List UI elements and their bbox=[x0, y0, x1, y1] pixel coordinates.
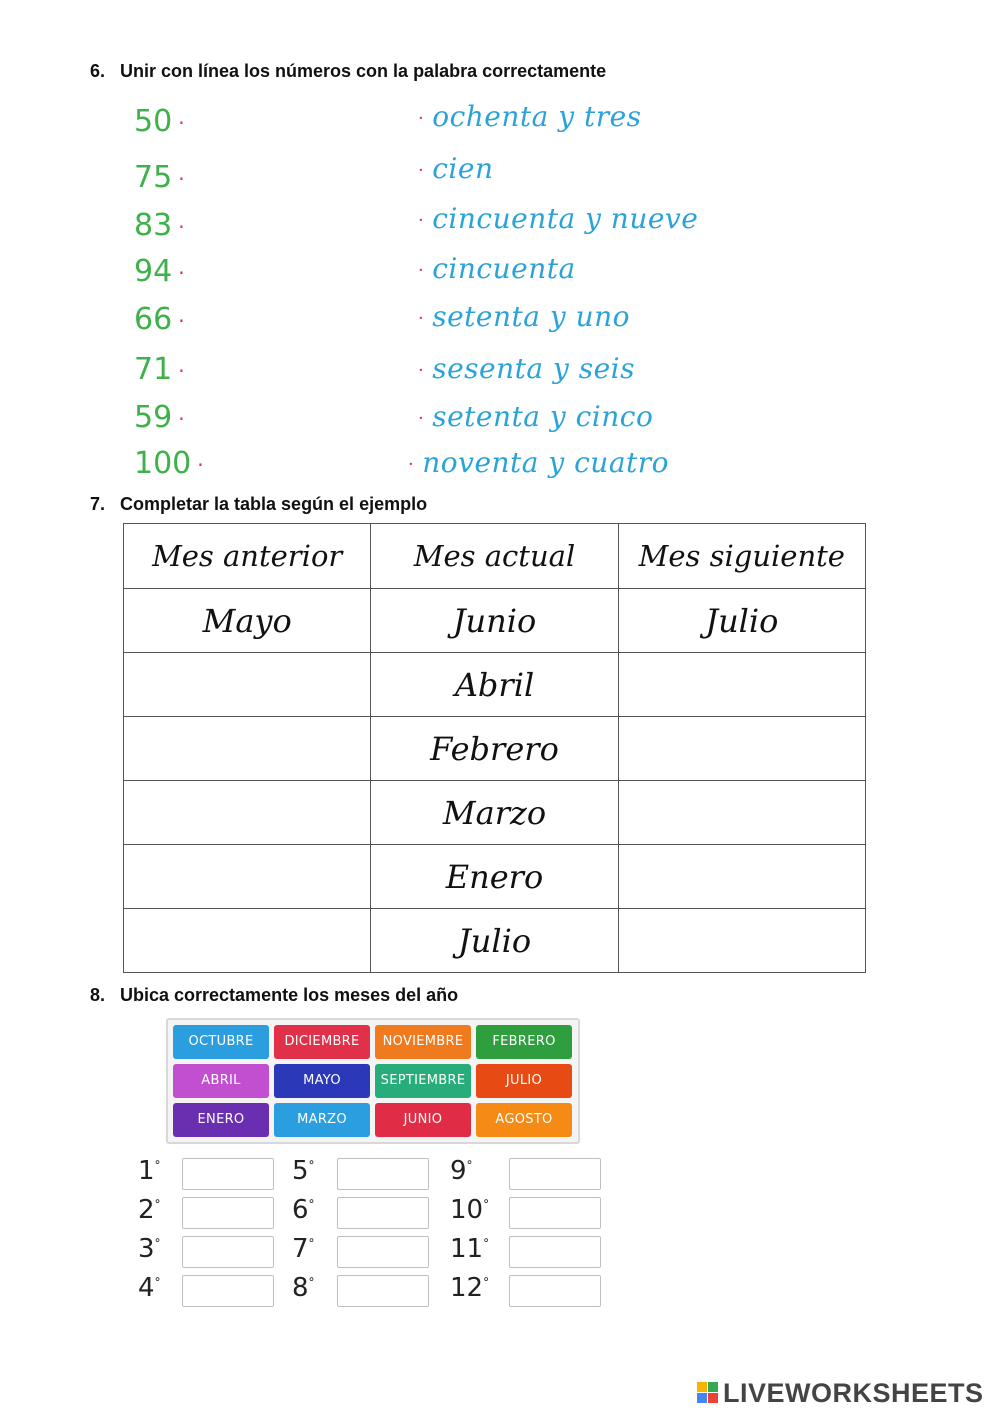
previous-month-input[interactable] bbox=[124, 781, 371, 845]
month-tile[interactable]: AGOSTO bbox=[476, 1103, 572, 1137]
table-row bbox=[124, 717, 866, 781]
month-tile[interactable]: SEPTIEMBRE bbox=[375, 1064, 471, 1098]
connector-dot[interactable]: · bbox=[418, 260, 425, 281]
header-next-month: Mes siguiente bbox=[618, 524, 865, 589]
connector-dot[interactable]: · bbox=[178, 214, 185, 239]
ordinal-mark: ° bbox=[308, 1236, 315, 1251]
number-item[interactable] bbox=[134, 160, 185, 195]
number-value: 71 bbox=[134, 352, 173, 387]
connector-dot[interactable]: · bbox=[418, 308, 425, 329]
ordinal-mark: ° bbox=[308, 1158, 315, 1173]
number-value: 100 bbox=[134, 446, 192, 481]
slot-number bbox=[138, 1195, 161, 1225]
slot-number bbox=[292, 1156, 315, 1186]
example-row bbox=[124, 589, 866, 653]
word-item[interactable] bbox=[418, 400, 653, 433]
previous-month-input[interactable] bbox=[124, 845, 371, 909]
month-drop-slot[interactable] bbox=[182, 1236, 274, 1268]
previous-month-input[interactable] bbox=[124, 653, 371, 717]
number-value: 59 bbox=[134, 400, 173, 435]
slot-number-value: 1 bbox=[138, 1156, 155, 1186]
connector-dot[interactable]: · bbox=[418, 210, 425, 231]
word-item[interactable] bbox=[418, 202, 698, 235]
number-item[interactable] bbox=[134, 352, 185, 387]
connector-dot[interactable]: · bbox=[418, 160, 425, 181]
next-month-input[interactable] bbox=[618, 653, 865, 717]
ordinal-mark: ° bbox=[154, 1197, 161, 1212]
slot-number-value: 5 bbox=[292, 1156, 309, 1186]
slot-number bbox=[138, 1156, 161, 1186]
word-text: cincuenta bbox=[432, 252, 576, 285]
month-tile[interactable]: MARZO bbox=[274, 1103, 370, 1137]
number-item[interactable] bbox=[134, 254, 185, 289]
month-tile[interactable]: JUNIO bbox=[375, 1103, 471, 1137]
current-month-cell: Febrero bbox=[371, 717, 618, 781]
slot-number-value: 6 bbox=[292, 1195, 309, 1225]
table-row bbox=[124, 845, 866, 909]
number-item[interactable] bbox=[134, 104, 185, 139]
slot-number bbox=[450, 1273, 489, 1303]
ordinal-mark: ° bbox=[308, 1197, 315, 1212]
number-value: 50 bbox=[134, 104, 173, 139]
number-value: 66 bbox=[134, 302, 173, 337]
connector-dot[interactable]: · bbox=[197, 452, 204, 477]
slot-number bbox=[450, 1195, 489, 1225]
word-item[interactable] bbox=[418, 252, 576, 285]
logo-text: LIVEWORKSHEETS bbox=[723, 1377, 984, 1408]
slot-number-value: 12 bbox=[450, 1273, 484, 1303]
number-item[interactable] bbox=[134, 302, 185, 337]
slot-number bbox=[292, 1234, 315, 1264]
current-month-cell: Abril bbox=[371, 653, 618, 717]
liveworksheets-logo bbox=[697, 1378, 984, 1408]
example-previous: Mayo bbox=[124, 589, 371, 653]
connector-dot[interactable]: · bbox=[178, 110, 185, 135]
month-drop-slot[interactable] bbox=[337, 1275, 429, 1307]
word-text: sesenta y seis bbox=[432, 352, 635, 385]
table-row bbox=[124, 653, 866, 717]
next-month-input[interactable] bbox=[618, 781, 865, 845]
connector-dot[interactable]: · bbox=[178, 406, 185, 431]
current-month-cell: Enero bbox=[371, 845, 618, 909]
logo-icon bbox=[697, 1382, 719, 1404]
month-tile[interactable]: DICIEMBRE bbox=[274, 1025, 370, 1059]
question-8-title: 8. Ubica correctamente los meses del año bbox=[90, 985, 459, 1005]
connector-dot[interactable]: · bbox=[408, 454, 415, 475]
connector-dot[interactable]: · bbox=[178, 308, 185, 333]
month-tile[interactable]: OCTUBRE bbox=[173, 1025, 269, 1059]
table-row bbox=[124, 909, 866, 973]
current-month-cell: Marzo bbox=[371, 781, 618, 845]
number-item[interactable] bbox=[134, 208, 185, 243]
month-tile[interactable]: NOVIEMBRE bbox=[375, 1025, 471, 1059]
month-drop-slot[interactable] bbox=[509, 1197, 601, 1229]
question-6-title: 6. Unir con línea los números con la palabra correctamente bbox=[90, 61, 607, 81]
word-text: setenta y uno bbox=[432, 300, 631, 333]
ordinal-mark: ° bbox=[466, 1158, 473, 1173]
month-drop-slot[interactable] bbox=[337, 1197, 429, 1229]
question-7-title: 7. Completar la tabla según el ejemplo bbox=[90, 494, 428, 514]
connector-dot[interactable]: · bbox=[418, 360, 425, 381]
connector-dot[interactable]: · bbox=[178, 358, 185, 383]
header-previous-month: Mes anterior bbox=[124, 524, 371, 589]
slot-number-value: 4 bbox=[138, 1273, 155, 1303]
ordinal-mark: ° bbox=[483, 1197, 490, 1212]
month-drop-slot[interactable] bbox=[182, 1197, 274, 1229]
month-tiles-board bbox=[166, 1018, 580, 1144]
previous-month-input[interactable] bbox=[124, 909, 371, 973]
month-drop-slot[interactable] bbox=[509, 1236, 601, 1268]
ordinal-mark: ° bbox=[483, 1236, 490, 1251]
word-text: cincuenta y nueve bbox=[432, 202, 699, 235]
slot-number bbox=[450, 1156, 473, 1186]
ordinal-mark: ° bbox=[154, 1236, 161, 1251]
month-tile[interactable]: MAYO bbox=[274, 1064, 370, 1098]
slot-number bbox=[292, 1273, 315, 1303]
header-current-month: Mes actual bbox=[371, 524, 618, 589]
months-table bbox=[123, 523, 866, 973]
word-item[interactable] bbox=[418, 352, 635, 385]
month-drop-slot[interactable] bbox=[337, 1158, 429, 1190]
number-item[interactable] bbox=[134, 400, 185, 435]
ordinal-mark: ° bbox=[154, 1275, 161, 1290]
month-drop-slot[interactable] bbox=[337, 1236, 429, 1268]
slot-number bbox=[138, 1273, 161, 1303]
slot-number-value: 10 bbox=[450, 1195, 484, 1225]
connector-dot[interactable]: · bbox=[178, 260, 185, 285]
word-text: ochenta y tres bbox=[432, 100, 642, 133]
month-drop-slot[interactable] bbox=[182, 1275, 274, 1307]
word-text: setenta y cinco bbox=[432, 400, 654, 433]
month-tile[interactable]: FEBRERO bbox=[476, 1025, 572, 1059]
month-tile[interactable]: JULIO bbox=[476, 1064, 572, 1098]
month-tile[interactable]: ABRIL bbox=[173, 1064, 269, 1098]
word-item[interactable] bbox=[418, 300, 630, 333]
month-tile[interactable]: ENERO bbox=[173, 1103, 269, 1137]
connector-dot[interactable]: · bbox=[418, 108, 425, 129]
slot-number-value: 8 bbox=[292, 1273, 309, 1303]
word-item[interactable] bbox=[418, 100, 642, 133]
month-drop-slot[interactable] bbox=[509, 1158, 601, 1190]
next-month-input[interactable] bbox=[618, 909, 865, 973]
month-drop-slot[interactable] bbox=[509, 1275, 601, 1307]
slot-number bbox=[450, 1234, 489, 1264]
connector-dot[interactable]: · bbox=[178, 166, 185, 191]
next-month-input[interactable] bbox=[618, 845, 865, 909]
example-current: Junio bbox=[371, 589, 618, 653]
ordinal-mark: ° bbox=[154, 1158, 161, 1173]
number-item[interactable] bbox=[134, 446, 204, 481]
next-month-input[interactable] bbox=[618, 717, 865, 781]
slot-number-value: 2 bbox=[138, 1195, 155, 1225]
slot-number-value: 11 bbox=[450, 1234, 484, 1264]
month-drop-slot[interactable] bbox=[182, 1158, 274, 1190]
ordinal-mark: ° bbox=[483, 1275, 490, 1290]
example-next: Julio bbox=[618, 589, 865, 653]
ordinal-mark: ° bbox=[308, 1275, 315, 1290]
slot-number-value: 9 bbox=[450, 1156, 467, 1186]
number-value: 94 bbox=[134, 254, 173, 289]
number-value: 83 bbox=[134, 208, 173, 243]
slot-number-value: 3 bbox=[138, 1234, 155, 1264]
current-month-cell: Julio bbox=[371, 909, 618, 973]
slot-number bbox=[292, 1195, 315, 1225]
slot-number bbox=[138, 1234, 161, 1264]
number-value: 75 bbox=[134, 160, 173, 195]
word-text: noventa y cuatro bbox=[422, 446, 670, 479]
slot-number-value: 7 bbox=[292, 1234, 309, 1264]
table-row bbox=[124, 781, 866, 845]
word-item[interactable] bbox=[418, 152, 493, 185]
previous-month-input[interactable] bbox=[124, 717, 371, 781]
word-text: cien bbox=[432, 152, 494, 185]
connector-dot[interactable]: · bbox=[418, 408, 425, 429]
word-item[interactable] bbox=[408, 446, 669, 479]
